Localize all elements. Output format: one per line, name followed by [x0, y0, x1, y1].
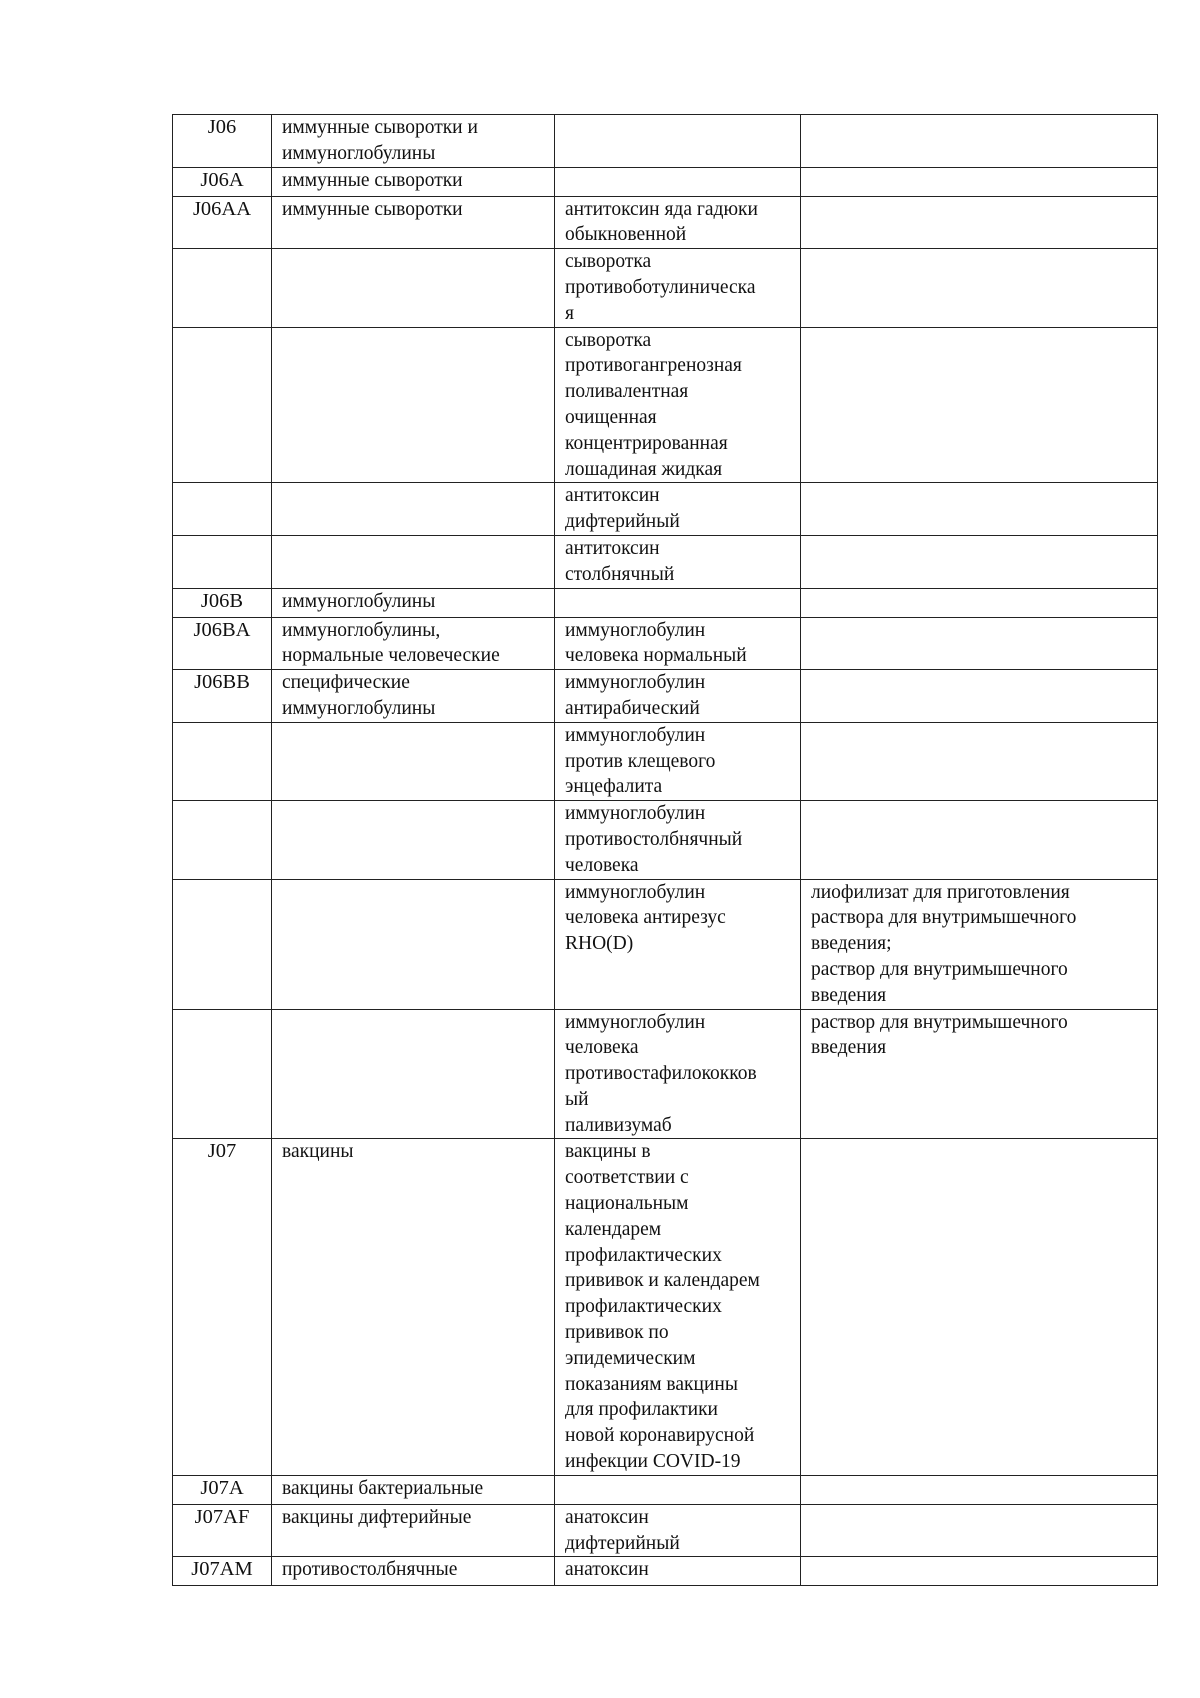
dosage-form-cell — [801, 722, 1158, 800]
atc-code-cell: J06 — [173, 115, 272, 168]
atc-group-cell: вакцины бактериальные — [272, 1475, 555, 1504]
atc-group-cell: иммунные сыворотки и иммуноглобулины — [272, 115, 555, 168]
drug-name-cell: антитоксин яда гадюки обыкновенной — [555, 196, 801, 249]
drug-name-cell: антитоксин дифтерийный — [555, 483, 801, 536]
dosage-form-cell — [801, 670, 1158, 723]
drug-name-cell — [555, 1475, 801, 1504]
dosage-form-cell — [801, 483, 1158, 536]
atc-group-cell: иммуноглобулины — [272, 588, 555, 617]
atc-code-cell: J07 — [173, 1139, 272, 1475]
table-row — [173, 327, 1158, 483]
drug-name-cell: антитоксин столбнячный — [555, 535, 801, 588]
atc-group-cell: специфические иммуноглобулины — [272, 670, 555, 723]
atc-group-cell — [272, 1009, 555, 1139]
atc-group-cell: иммуноглобулины, нормальные человеческие — [272, 617, 555, 670]
drug-name-cell: иммуноглобулин противостолбнячный человека — [555, 801, 801, 879]
atc-code-cell: J06A — [173, 167, 272, 196]
drug-name-cell: сыворотка противогангренозная поливалентная очищенная концентрированная лошадиная жидкая — [555, 327, 801, 483]
atc-group-cell — [272, 722, 555, 800]
dosage-form-cell — [801, 249, 1158, 327]
atc-code-cell — [173, 722, 272, 800]
table-row — [173, 1475, 1158, 1504]
atc-code-cell: J06AA — [173, 196, 272, 249]
table-row — [173, 617, 1158, 670]
atc-code-cell — [173, 483, 272, 536]
dosage-form-cell — [801, 196, 1158, 249]
atc-group-cell — [272, 327, 555, 483]
atc-code-cell: J06BA — [173, 617, 272, 670]
dosage-form-cell — [801, 1504, 1158, 1557]
dosage-form-cell — [801, 1475, 1158, 1504]
atc-code-cell — [173, 327, 272, 483]
atc-code-cell — [173, 1009, 272, 1139]
atc-group-cell: противостолбнячные — [272, 1557, 555, 1586]
dosage-form-cell — [801, 801, 1158, 879]
atc-group-cell — [272, 879, 555, 1009]
atc-code-cell: J07AF — [173, 1504, 272, 1557]
dosage-form-cell — [801, 617, 1158, 670]
dosage-form-cell — [801, 1557, 1158, 1586]
table-row — [173, 535, 1158, 588]
atc-code-cell — [173, 535, 272, 588]
table-row — [173, 801, 1158, 879]
drug-name-cell: анатоксин — [555, 1557, 801, 1586]
dosage-form-cell — [801, 115, 1158, 168]
dosage-form-cell: раствор для внутримышечного введения — [801, 1009, 1158, 1139]
atc-group-cell: вакцины дифтерийные — [272, 1504, 555, 1557]
atc-group-cell — [272, 249, 555, 327]
table-row — [173, 879, 1158, 1009]
table-row — [173, 1009, 1158, 1139]
drug-name-cell: иммуноглобулин человека нормальный — [555, 617, 801, 670]
medication-table — [172, 114, 1158, 1586]
table-row — [173, 483, 1158, 536]
table-row — [173, 1504, 1158, 1557]
atc-group-cell: вакцины — [272, 1139, 555, 1475]
drug-name-cell — [555, 167, 801, 196]
drug-name-cell — [555, 115, 801, 168]
atc-group-cell: иммунные сыворотки — [272, 196, 555, 249]
atc-group-cell — [272, 535, 555, 588]
atc-code-cell: J07AM — [173, 1557, 272, 1586]
atc-group-cell — [272, 483, 555, 536]
atc-code-cell: J06B — [173, 588, 272, 617]
drug-name-cell: сыворотка противоботулиническа я — [555, 249, 801, 327]
drug-name-cell: анатоксин дифтерийный — [555, 1504, 801, 1557]
table-row — [173, 588, 1158, 617]
drug-name-cell: иммуноглобулин против клещевого энцефалита — [555, 722, 801, 800]
atc-code-cell: J07A — [173, 1475, 272, 1504]
table-row — [173, 115, 1158, 168]
drug-name-cell: иммуноглобулин человека противостафилококков ый паливизумаб — [555, 1009, 801, 1139]
dosage-form-cell — [801, 588, 1158, 617]
table-row — [173, 167, 1158, 196]
table-row — [173, 670, 1158, 723]
dosage-form-cell — [801, 535, 1158, 588]
dosage-form-cell — [801, 1139, 1158, 1475]
table-body — [173, 115, 1158, 1586]
drug-name-cell: иммуноглобулин антирабический — [555, 670, 801, 723]
atc-code-cell: J06BB — [173, 670, 272, 723]
dosage-form-cell: лиофилизат для приготовления раствора для внутримышечного введения; раствор для внутримышечного введения — [801, 879, 1158, 1009]
table-row — [173, 722, 1158, 800]
drug-name-cell: иммуноглобулин человека антирезус RHO(D) — [555, 879, 801, 1009]
atc-code-cell — [173, 801, 272, 879]
dosage-form-cell — [801, 327, 1158, 483]
table-row — [173, 249, 1158, 327]
table-row — [173, 1139, 1158, 1475]
table-row — [173, 196, 1158, 249]
table-row — [173, 1557, 1158, 1586]
atc-group-cell: иммунные сыворотки — [272, 167, 555, 196]
drug-name-cell — [555, 588, 801, 617]
atc-group-cell — [272, 801, 555, 879]
atc-code-cell — [173, 879, 272, 1009]
atc-code-cell — [173, 249, 272, 327]
drug-name-cell: вакцины в соответствии с национальным календарем профилактических прививок и календарем профилактических прививок по эпидемическим показаниям вакцины для профилактики новой коронавирусной инфекции COVID-19 — [555, 1139, 801, 1475]
dosage-form-cell — [801, 167, 1158, 196]
